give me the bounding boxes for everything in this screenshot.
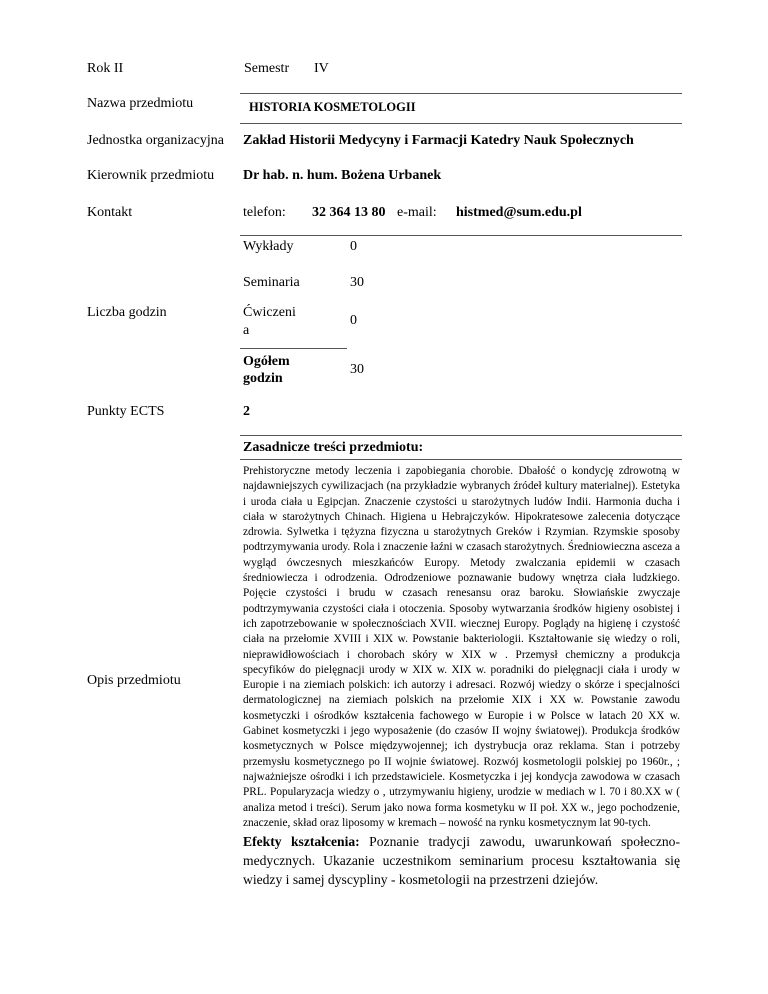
ects-label: Punkty ECTS [87, 404, 165, 419]
seminars-label: Seminaria [243, 275, 300, 290]
effects-text: Poznanie tradycji zawodu, uwarunkowań społeczno-medycznych. Ukazanie uczestnikom seminarium procesu kształtowania się wiedzy i samej dyscypliny - kosmetologii na przestrzeni dziejów. [243, 834, 680, 887]
course-description: Prehistoryczne metody leczenia i zapobiegania chorobie. Dbałość o kondycję zdrowotną w najdawniejszych cywilizacjach (na przykładzie wybranych źródeł kultury materialnej). Estetyka i uroda ciała u Egipcjan. Znaczenie czystości u starożytnych ludów Indii. Harmonia ducha i ciała w starożytnych Chinach. Higiena u Hebrajczyków. Hipokratesowe zalecenia dotyczące zdrowia. Sylwetka i tężyzna fizyczna u starożytnych Greków i Rzymian. Rzymskie sposoby podtrzymywania urody. Rola i znaczenie łaźni w czasach starożytnych. Średniowieczna asceza a wygląd ówczesnych mieszkańców Europy. Metody zwalczania epidemii w czasach średniowiecza i odrodzenia. Odrodzeniowe poznawanie budowy wnętrza ciała ludzkiego. Pojęcie czystości i brudu w czasach renesansu oraz baroku. Słowiańskie zwyczaje podtrzymywania czystości ciała i otoczenia. Sposoby wytwarzania środków higieny osobistej i ich zapotrzebowanie w społecznościach XVII. wiecznej Europy. Poglądy na higienę i czystość ciała na przełomie XVIII i XIX w. Powstanie bakteriologii. Kształtowanie się wiedzy o roli, nieprawidłowościach i chorobach skóry w XIX w . Przemysł chemiczny a produkcja specyfików do pielęgnacji urody w XIX w. XIX w. poradniki do pielęgnacji ciała i urody w Europie i na ziemiach polskich: ich autorzy i adresaci. Rozwój wiedzy o skórze i specjalności dermatologicznej na ziemiach polskich na przełomie XIX i XX w. Powstanie zawodu kosmetyczki i ośrodków kształcenia fachowego w Europie i w Polsce w latach 20 XX w. Gabinet kosmetyczki i jego wyposażenie (do czasów II wojny światowej). Produkcja środków kosmetycznych w Polsce międzywojennej; ich dystrybucja oraz reklama. Stan i potrzeby przemysłu kosmetycznego po II wojnie światowej. Rozwój kosmetologii polskiej po 1960r., ; najważniejsze ośrodki i ich przedstawiciele. Kosmetyczka i jej kondycja zawodowa w czasach PRL. Popularyzacja wiedzy o , utrzymywaniu higieny, urodzie w mediach w l. 70 i 80.XX w ( analiza metod i treści). Serum jako nowa forma kosmetyku w II poł. XX w., jego pochodzenie, znaczenie, skład oraz liposomy w kremach – nowość na rynku kosmetycznym lat 90-tych. [243, 465, 680, 829]
phone-value: 32 364 13 80 [312, 205, 386, 220]
description-label: Opis przedmiotu [87, 673, 181, 688]
year-label: Rok II [87, 61, 124, 76]
learning-outcomes [243, 832, 680, 889]
lectures-label: Wykłady [243, 239, 294, 254]
effects-label: Efekty kształcenia: [243, 834, 360, 849]
divider [240, 93, 682, 94]
divider [240, 348, 347, 349]
divider [240, 459, 682, 460]
divider [240, 435, 682, 436]
lectures-value: 0 [350, 239, 357, 254]
semester-label: Semestr [244, 61, 290, 76]
email-value[interactable]: histmed@sum.edu.pl [456, 205, 582, 220]
ects-value: 2 [243, 404, 250, 419]
contact-label: Kontakt [87, 205, 133, 220]
course-label: Nazwa przedmiotu [87, 96, 194, 111]
hours-label: Liczba godzin [87, 305, 167, 320]
head-value: Dr hab. n. hum. Bożena Urbanek [243, 168, 442, 183]
semester-value: IV [314, 61, 329, 76]
head-label: Kierownik przedmiotu [87, 168, 215, 183]
divider [240, 235, 682, 236]
unit-value: Zakład Historii Medycyny i Farmacji Katedry Nauk Społecznych [243, 133, 634, 148]
course-title: HISTORIA KOSMETOLOGII [249, 100, 416, 114]
total-label-line1: Ogółem [243, 354, 290, 369]
exercises-value: 0 [350, 313, 357, 328]
total-value: 30 [350, 362, 364, 377]
exercises-label-line2: a [243, 323, 250, 338]
total-label-line2: godzin [243, 371, 283, 386]
divider [240, 123, 682, 124]
email-label: e-mail: [397, 205, 437, 220]
exercises-label-line1: Ćwiczeni [243, 305, 296, 320]
unit-label: Jednostka organizacyjna [87, 133, 224, 148]
seminars-value: 30 [350, 275, 364, 290]
content-heading: Zasadnicze treści przedmiotu: [243, 440, 424, 455]
phone-label: telefon: [243, 205, 286, 220]
